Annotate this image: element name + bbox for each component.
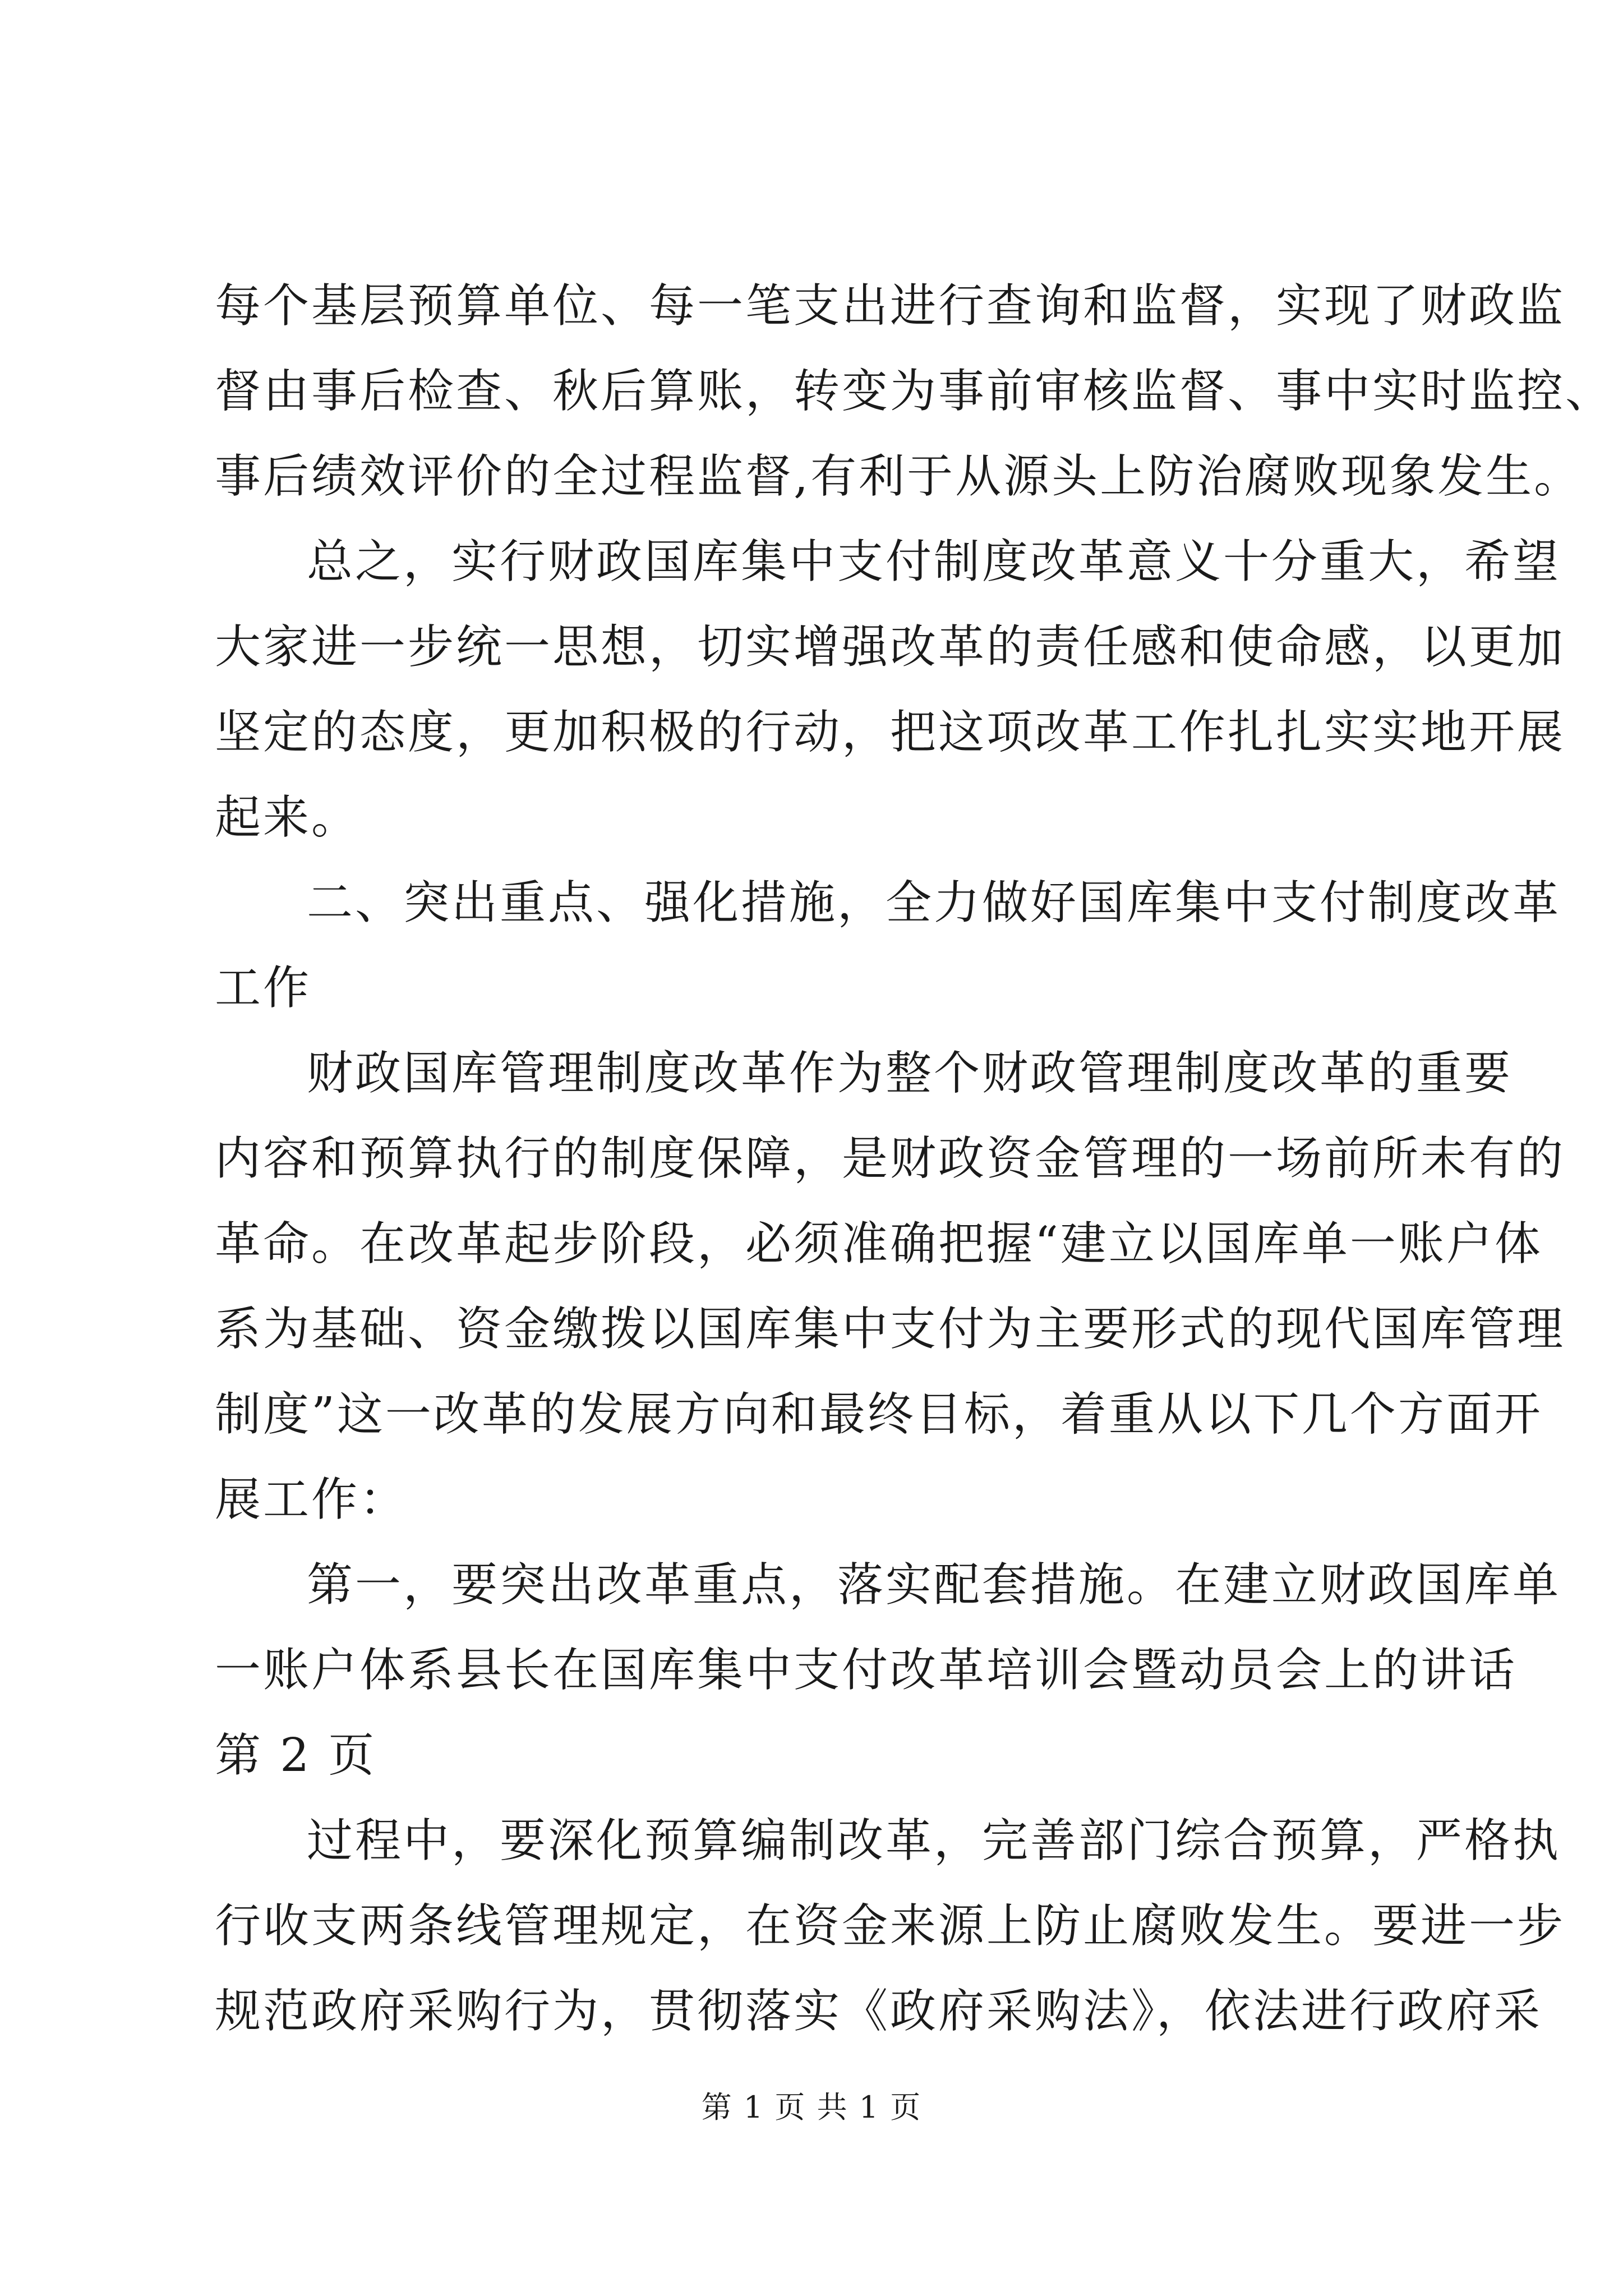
body-line: 行收支两条线管理规定，在资金来源上防止腐败发生。要进一步 [215, 1899, 1566, 1953]
body-line: 一账户体系县长在国库集中支付改革培训会暨动员会上的讲话 [215, 1644, 1518, 1697]
body-line: 制度”这一改革的发展方向和最终目标，着重从以下几个方面开 [215, 1388, 1543, 1441]
section-heading-line: 二、突出重点、强化措施，全力做好国库集中支付制度改革 [307, 876, 1561, 930]
body-line: 大家进一步统一思想，切实增强改革的责任感和使命感，以更加 [215, 620, 1566, 674]
section-heading-line: 工作 [215, 961, 312, 1015]
body-line: 内容和预算执行的制度保障，是财政资金管理的一场前所未有的 [215, 1132, 1566, 1185]
body-line: 起来。 [215, 791, 360, 844]
body-line: 过程中，要深化预算编制改革，完善部门综合预算，严格执 [307, 1814, 1561, 1867]
body-line: 规范政府采购行为，贯彻落实《政府采购法》，依法进行政府采 [215, 1985, 1543, 2038]
body-line: 督由事后检查、秋后算账，转变为事前审核监督、事中实时监控、 [215, 365, 1614, 418]
body-line: 每个基层预算单位、每一笔支出进行查询和监督，实现了财政监 [215, 279, 1566, 333]
body-line: 第一，要突出改革重点，落实配套措施。在建立财政国库单 [307, 1558, 1561, 1612]
document-body [215, 264, 1614, 2054]
body-line: 事后绩效评价的全过程监督,有利于从源头上防治腐败现象发生。 [215, 450, 1583, 503]
body-line: 坚定的态度，更加积极的行动，把这项改革工作扎扎实实地开展 [215, 706, 1566, 759]
body-line: 总之，实行财政国库集中支付制度改革意义十分重大，希望 [307, 535, 1561, 588]
page-footer: 第 1 页 共 1 页 [701, 2090, 922, 2125]
body-line: 系为基础、资金缴拨以国库集中支付为主要形式的现代国库管理 [215, 1303, 1566, 1356]
body-line: 革命。在改革起步阶段，必须准确把握“建立以国库单一账户体 [215, 1217, 1543, 1271]
inline-page-marker: 第 2 页 [215, 1729, 377, 1782]
body-line: 财政国库管理制度改革作为整个财政管理制度改革的重要 [307, 1047, 1513, 1100]
body-line: 展工作： [215, 1473, 408, 1526]
